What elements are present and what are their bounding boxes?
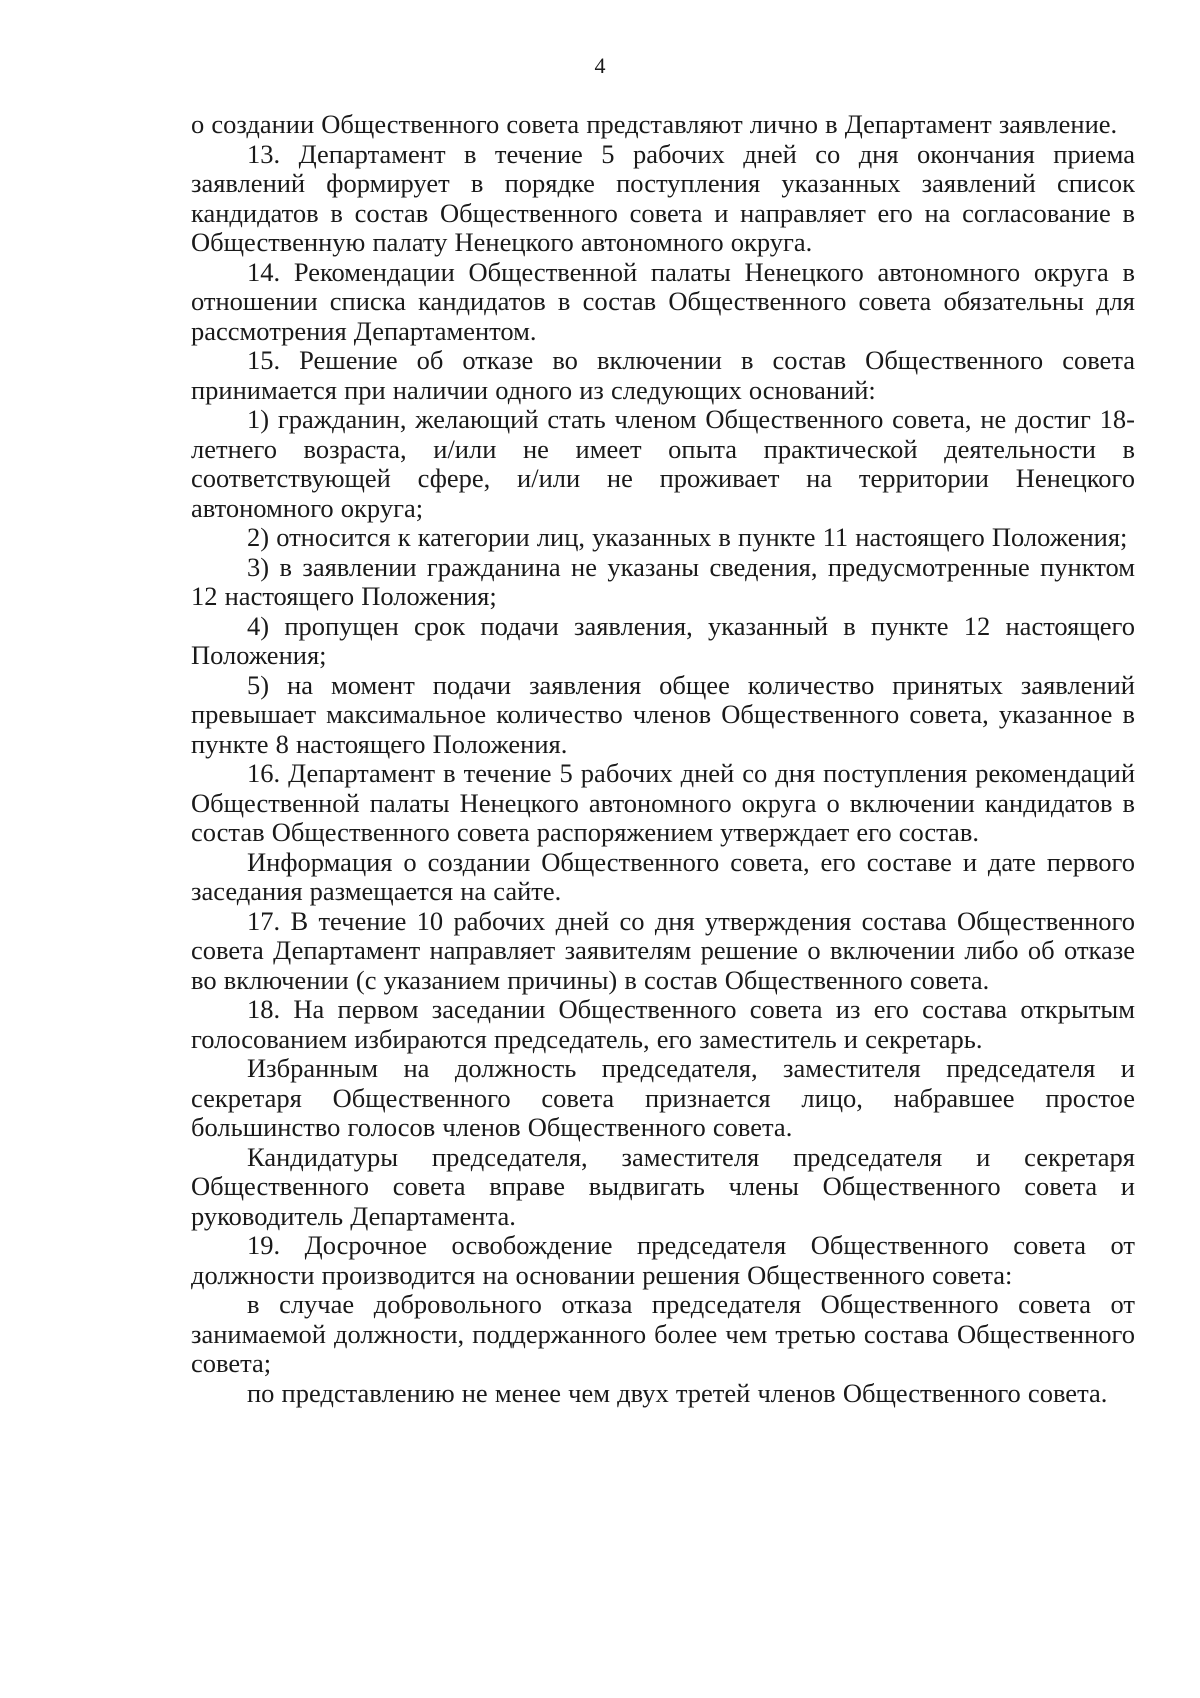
paragraph-19-case-1: в случае добровольного отказа председателя Общественного совета от занимаемой должности, поддержанного более чем третью состава Общественного совета;: [191, 1289, 1135, 1378]
paragraph-15-item-5: 5) на момент подачи заявления общее количество принятых заявлений превышает максимальное количество членов Общественного совета, указанное в пункте 8 настоящего Положения.: [191, 669, 1135, 759]
paragraph-18-elected: Избранным на должность председателя, заместителя председателя и секретаря Общественного совета признается лицо, набравшее простое большинство голосов членов Общественного совета.: [191, 1053, 1135, 1142]
paragraph-18-candidates: Кандидатуры председателя, заместителя председателя и секретаря Общественного совета вправе выдвигать члены Общественного совета и руководитель Департамента.: [191, 1141, 1135, 1231]
paragraph-16: 16. Департамент в течение 5 рабочих дней со дня поступления рекомендаций Общественной палаты Ненецкого автономного округа о включении кандидатов в состав Общественного совета распоряжением утверждает его состав.: [191, 758, 1135, 847]
paragraph-13: 13. Департамент в течение 5 рабочих дней со дня окончания приема заявлений формирует в порядке поступления указанных заявлений список кандидатов в состав Общественного совета и направляет его на согласование в Общественную палату Ненецкого автономного округа.: [191, 138, 1135, 257]
page-number: 4: [594, 53, 606, 78]
paragraph-15: 15. Решение об отказе во включении в состав Общественного совета принимается при наличии одного из следующих оснований:: [191, 345, 1135, 405]
paragraph-14: 14. Рекомендации Общественной палаты Ненецкого автономного округа в отношении списка кандидатов в состав Общественного совета обязательны для рассмотрения Департаментом.: [191, 256, 1135, 346]
paragraph-17: 17. В течение 10 рабочих дней со дня утверждения состава Общественного совета Департамент направляет заявителям решение о включении либо об отказе во включении (с указанием причины) в состав Общественного совета.: [191, 905, 1135, 995]
paragraph-16-info: Информация о создании Общественного совета, его составе и дате первого заседания размещается на сайте.: [191, 846, 1135, 906]
paragraph-15-item-3: 3) в заявлении гражданина не указаны сведения, предусмотренные пунктом 12 настоящего Положения;: [191, 551, 1135, 611]
paragraph-intro-continuation: о создании Общественного совета представляют лично в Департамент заявление.: [191, 109, 1118, 139]
paragraph-15-item-4: 4) пропущен срок подачи заявления, указанный в пункте 12 настоящего Положения;: [191, 610, 1135, 670]
paragraph-19: 19. Досрочное освобождение председателя Общественного совета от должности производится на основании решения Общественного совета:: [191, 1230, 1135, 1290]
paragraph-15-item-1: 1) гражданин, желающий стать членом Общественного совета, не достиг 18-летнего возраста, и/или не имеет опыта практической деятельности в соответствующей сфере, и/или не проживает на территории Ненецкого автономного округа;: [191, 404, 1135, 523]
paragraph-15-item-2: 2) относится к категории лиц, указанных в пункте 11 настоящего Положения;: [247, 522, 1128, 552]
document-body: [191, 110, 1135, 1408]
paragraph-19-case-2: по представлению не менее чем двух третей членов Общественного совета.: [247, 1377, 1108, 1408]
paragraph-18: 18. На первом заседании Общественного совета из его состава открытым голосованием избираются председатель, его заместитель и секретарь.: [191, 994, 1135, 1054]
